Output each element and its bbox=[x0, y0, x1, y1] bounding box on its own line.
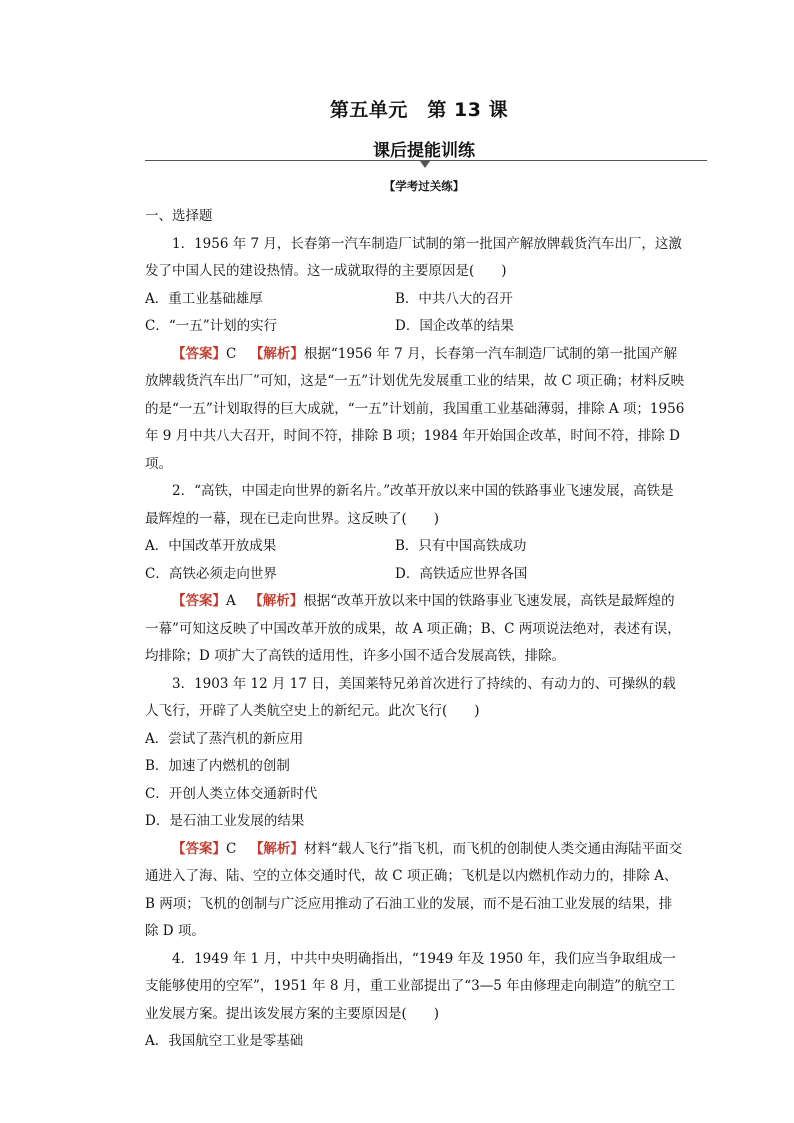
option-row bbox=[145, 286, 685, 314]
page-subtitle: 课后提能训练 bbox=[373, 141, 475, 161]
divider-triangle-icon bbox=[420, 161, 430, 168]
section-tag: 【学考过关练】 bbox=[383, 179, 465, 193]
option-a: A．重工业基础雄厚 bbox=[145, 290, 263, 307]
question-stem: 1．1956 年 7 月，长春第一汽车制造厂试制的第一批国产解放牌载货汽车出厂，这激发了中国人民的建设热情。这一成就取得的主要原因是( ) bbox=[145, 235, 682, 279]
option-a: A．尝试了蒸汽机的新应用 bbox=[145, 730, 304, 747]
part-heading: 一、选择题 bbox=[145, 208, 213, 224]
option-d: D．国企改革的结果 bbox=[395, 318, 514, 334]
option-row bbox=[145, 533, 685, 561]
analysis-text: 根据“改革开放以来中国的铁路事业飞速发展，高铁是最辉煌的一幕”可知这反映了中国改革开放的成果，故 A 项正确；B、C 两项说法绝对，表述有误，均排除；D 项扩大了高铁的适用性，许多小国不适合发展高铁，排除。 bbox=[145, 593, 681, 664]
answer-key: C bbox=[226, 840, 237, 857]
analysis-text: 材料“载人飞行”指飞机，而飞机的创制使人类交通由海陆平面交通进入了海、陆、空的立体交通时代，故 C 项正确；飞机是以内燃机作动力的，排除 A、B 两项；飞机的创制与广泛应用推动了石油工业的发展，而不是石油工业发展的结果，排除 D 项。 bbox=[145, 840, 683, 939]
option-a: A．我国航空工业是零基础 bbox=[145, 1033, 304, 1049]
analysis-label: 【解析】 bbox=[249, 345, 304, 362]
option-c: C．高铁必须走向世界 bbox=[145, 565, 277, 582]
answer-block bbox=[145, 588, 685, 671]
option-b: B．中共八大的召开 bbox=[395, 290, 513, 307]
answer-key: A bbox=[226, 593, 236, 609]
option-row bbox=[145, 561, 685, 589]
answer-block bbox=[145, 341, 685, 479]
analysis-text: 根据“1956 年 7 月，长春第一汽车制造厂试制的第一批国产解放牌载货汽车出厂”可知，这是“一五”计划优先发展重工业的结果，故 C 项正确；材料反映的是“一五”计划取得的巨大成就，“一五”计划前，我国重工业基础薄弱，排除 A 项；1956 年 9 月中共八大召开，时间不符，排除 B 项；1984 年开始国企改革，时间不符，排除 D 项。 bbox=[145, 345, 685, 472]
option-d: D．高铁适应世界各国 bbox=[395, 565, 528, 582]
question-stem: 3．1903 年 12 月 17 日，美国莱特兄弟首次进行了持续的、有动力的、可操纵的载人飞行，开辟了人类航空史上的新纪元。此次飞行( ) bbox=[145, 675, 676, 719]
question-content bbox=[145, 203, 685, 1056]
question-stem: 2．“高铁，中国走向世界的新名片。”改革开放以来中国的铁路事业飞速发展，高铁是最辉煌的一幕，现在已走向世界。这反映了( ) bbox=[145, 483, 674, 527]
option-row bbox=[145, 313, 685, 341]
question-stem: 4．1949 年 1 月，中共中央明确指出，“1949 年及 1950 年，我们应当争取组成一支能够使用的空军”，1951 年 8 月，重工业部提出了“3—5 年由修理走向制造”的航空工业发展方案。提出该发展方案的主要原因是( ) bbox=[145, 950, 676, 1022]
answer-label: 【答案】 bbox=[172, 593, 226, 609]
option-c: C．开创人类立体交通新时代 bbox=[145, 785, 318, 802]
option-b: B．加速了内燃机的创制 bbox=[145, 758, 290, 774]
answer-label: 【答案】 bbox=[172, 345, 226, 362]
option-c: C．“一五”计划的实行 bbox=[145, 318, 278, 334]
answer-block bbox=[145, 836, 685, 946]
page-title: 第五单元 第 13 课 bbox=[329, 99, 509, 121]
answer-key: C bbox=[226, 345, 237, 362]
option-b: B．只有中国高铁成功 bbox=[395, 538, 527, 554]
analysis-label: 【解析】 bbox=[249, 593, 304, 609]
option-d: D．是石油工业发展的结果 bbox=[145, 813, 305, 829]
answer-label: 【答案】 bbox=[172, 840, 226, 857]
option-a: A．中国改革开放成果 bbox=[145, 538, 277, 554]
analysis-label: 【解析】 bbox=[249, 840, 304, 857]
